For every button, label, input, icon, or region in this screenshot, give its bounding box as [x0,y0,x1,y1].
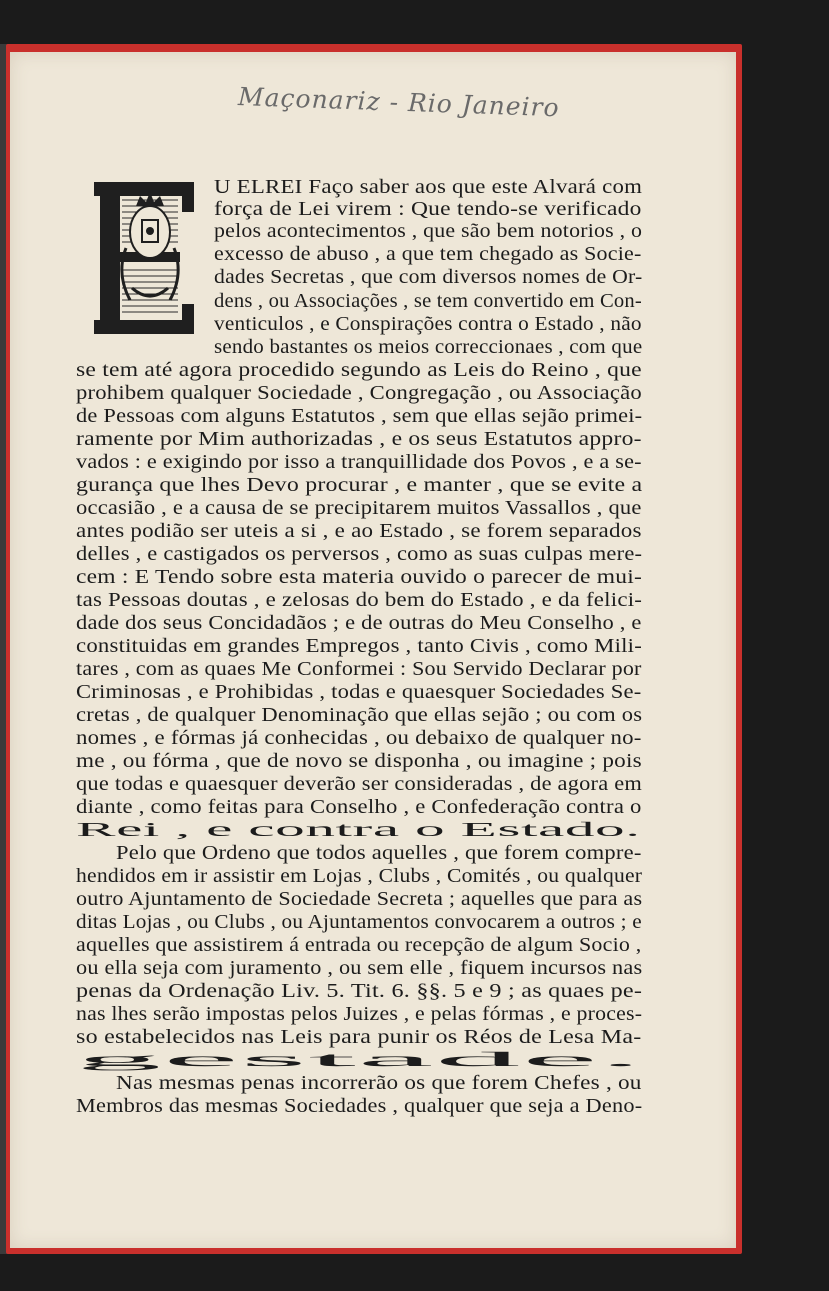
text-line: me , ou fórma , que de novo se disponha , ou imagine ; pois [76,750,642,772]
paragraph-first-line: Pelo que Ordeno que todos aquelles , que forem compre- [116,842,642,864]
text-line: antes podião ser uteis a si , e ao Estado , se forem separados [76,520,642,542]
text-line: Membros das mesmas Sociedades , qualquer que seja a Deno- [76,1095,643,1117]
text-line: excesso de abuso , a que tem chegado as Socie- [214,243,642,265]
text-line: nomes , e fórmas já conhecidas , ou debaixo de qualquer no- [76,727,642,749]
text-line: se tem até agora procedido segundo as Leis do Reino , que [76,359,642,381]
text-line: nas lhes serão impostas pelos Juizes , e pelas fórmas , e proces- [76,1003,643,1025]
text-line: gurança que lhes Devo procurar , e manter , que se evite a [76,474,643,496]
decorated-initial-letter [86,178,202,338]
text-line: cretas , de qualquer Denominação que ellas sejão ; ou com os [76,704,643,726]
text-line: ditas Lojas , ou Clubs , ou Ajuntamentos convocarem a outros ; e [76,911,642,933]
text-line: dens , ou Associações , se tem convertido em Con- [214,290,642,312]
text-line: hendidos em ir assistir em Lojas , Clubs , Comités , ou qualquer [76,865,643,887]
text-line: tares , com as quaes Me Conformei : Sou Servido Declarar por [76,658,642,680]
text-line: dades Secretas , que com diversos nomes de Or- [214,266,643,288]
text-line: tas Pessoas doutas , e zelosas do bem do Estado , e da felici- [76,589,643,611]
paragraph-first-line: Nas mesmas penas incorrerão os que forem Chefes , ou [116,1072,642,1094]
text-line: que todas e quaesquer deverão ser consideradas , de agora em [76,773,643,795]
text-line: penas da Ordenação Liv. 5. Tit. 6. §§. 5 e 9 ; as quaes pe- [76,980,643,1002]
text-line: ou ella seja com juramento , ou sem elle , fiquem incursos nas [76,957,643,979]
text-line: occasião , e a causa de se precipitarem muitos Vassallos , que [76,497,642,519]
text-line: ramente por Mim authorizadas , e os seus Estatutos appro- [76,428,642,450]
text-line: outro Ajuntamento de Sociedade Secreta ; aquelles que para as [76,888,643,910]
text-line: so estabelecidos nas Leis para punir os Réos de Lesa Ma- [76,1026,642,1048]
text-line: delles , e castigados os perversos , como as suas culpas mere- [76,543,643,565]
text-line: Criminosas , e Prohibidas , todas e quaesquer Sociedades Se- [76,681,642,703]
text-line: pelos acontecimentos , que são bem notorios , o [214,220,643,242]
handwritten-annotation: Maçonariz - Rio Janeiro [237,82,561,123]
text-line: diante , como feitas para Conselho , e Confederação contra o [76,796,642,818]
text-line: gestade. [76,1049,644,1071]
text-line: venticulos , e Conspirações contra o Estado , não [214,313,642,335]
text-line: constituidas em grandes Empregos , tanto Civis , como Mili- [76,635,642,657]
text-line: força de Lei virem : Que tendo-se verificado [214,198,642,220]
text-line: vados : e exigindo por isso a tranquillidade dos Povos , e a se- [76,451,642,473]
text-line: de Pessoas com alguns Estatutos , sem que ellas sejão primei- [76,405,643,427]
text-line: prohibem qualquer Sociedade , Congregação , ou Associação [76,382,642,404]
text-line: sendo bastantes os meios correccionaes , com que [214,336,643,358]
text-line: dade dos seus Concidadãos ; e de outras do Meu Conselho , e [76,612,642,634]
text-line: cem : E Tendo sobre esta materia ouvido o parecer de mui- [76,566,643,588]
text-line: Rei , e contra o Estado. [76,819,641,841]
text-line: U ELREI Faço saber aos que este Alvará com [214,176,643,198]
text-line: aquelles que assistirem á entrada ou recepção de algum Socio , [76,934,642,956]
